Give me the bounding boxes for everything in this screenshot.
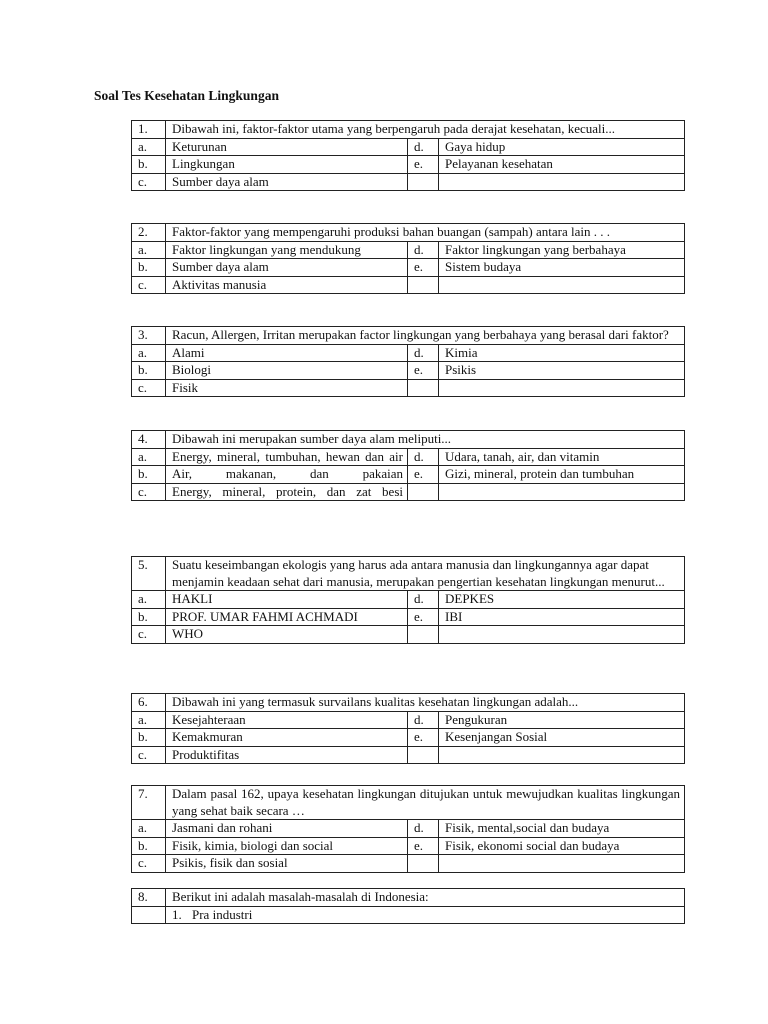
option-label: d.	[408, 138, 439, 156]
option-label: d.	[408, 711, 439, 729]
option-text: Faktor lingkungan yang berbahaya	[439, 241, 685, 259]
question-number: 4.	[132, 431, 166, 449]
question-number: 2.	[132, 224, 166, 242]
empty-cell	[439, 855, 685, 873]
option-text: Keturunan	[166, 138, 408, 156]
option-label: b.	[132, 837, 166, 855]
option-label: c.	[132, 746, 166, 764]
option-label: e.	[408, 466, 439, 484]
option-label: b.	[132, 729, 166, 747]
option-label: b.	[132, 259, 166, 277]
question-text: Dibawah ini yang termasuk survailans kualitas kesehatan lingkungan adalah...	[166, 694, 685, 712]
option-text: WHO	[166, 626, 408, 644]
option-label: a.	[132, 711, 166, 729]
option-label: c.	[132, 626, 166, 644]
option-label: e.	[408, 259, 439, 277]
option-label: d.	[408, 241, 439, 259]
question-text: Dalam pasal 162, upaya kesehatan lingkungan ditujukan untuk mewujudkan kualitas lingkungan yang sehat baik secara …	[166, 786, 685, 820]
option-text: Lingkungan	[166, 156, 408, 174]
sub-item-label: 1.	[172, 906, 182, 922]
option-label: d.	[408, 448, 439, 466]
question-number: 5.	[132, 557, 166, 591]
option-text: Sumber daya alam	[166, 259, 408, 277]
option-label: b.	[132, 466, 166, 484]
option-text: Produktifitas	[166, 746, 408, 764]
option-label: d.	[408, 344, 439, 362]
question-number: 8.	[132, 889, 166, 907]
option-text: Energy, mineral, protein, dan zat besi	[166, 483, 408, 501]
option-label: b.	[132, 362, 166, 380]
option-text: DEPKES	[439, 591, 685, 609]
option-text: Air, makanan, dan pakaian	[166, 466, 408, 484]
option-text: Psikis	[439, 362, 685, 380]
empty-cell	[408, 483, 439, 501]
empty-cell	[408, 173, 439, 191]
option-text: Gizi, mineral, protein dan tumbuhan	[439, 466, 685, 484]
question-text: Racun, Allergen, Irritan merupakan factor lingkungan yang berbahaya yang berasal dari faktor?	[166, 327, 685, 345]
option-text: Kemakmuran	[166, 729, 408, 747]
question-3-table	[131, 326, 685, 397]
option-label: e.	[408, 729, 439, 747]
empty-cell	[132, 906, 166, 924]
question-2-table	[131, 223, 685, 294]
question-text: Faktor-faktor yang mempengaruhi produksi bahan buangan (sampah) antara lain . . .	[166, 224, 685, 242]
option-text: Biologi	[166, 362, 408, 380]
option-text: Fisik, mental,social dan budaya	[439, 820, 685, 838]
question-8-table	[131, 888, 685, 924]
option-label: a.	[132, 820, 166, 838]
empty-cell	[408, 276, 439, 294]
option-label: e.	[408, 156, 439, 174]
option-text: Psikis, fisik dan sosial	[166, 855, 408, 873]
option-text: Kimia	[439, 344, 685, 362]
option-text: Alami	[166, 344, 408, 362]
option-label: c.	[132, 276, 166, 294]
question-number: 6.	[132, 694, 166, 712]
sub-item-text: Pra industri	[192, 906, 253, 922]
option-text: Kesenjangan Sosial	[439, 729, 685, 747]
option-label: e.	[408, 362, 439, 380]
question-text: Dibawah ini merupakan sumber daya alam meliputi...	[166, 431, 685, 449]
option-text: Jasmani dan rohani	[166, 820, 408, 838]
option-label: c.	[132, 855, 166, 873]
option-text: Pengukuran	[439, 711, 685, 729]
option-text: Aktivitas manusia	[166, 276, 408, 294]
empty-cell	[408, 746, 439, 764]
option-label: e.	[408, 608, 439, 626]
question-6-table	[131, 693, 685, 764]
question-text: Suatu keseimbangan ekologis yang harus ada antara manusia dan lingkungannya agar dapat menjamin keadaan sehat dari manusia, merupakan pengertian kesehatan lingkungan menurut...	[166, 557, 685, 591]
question-text: Berikut ini adalah masalah-masalah di Indonesia:	[166, 889, 685, 907]
option-text: Faktor lingkungan yang mendukung	[166, 241, 408, 259]
empty-cell	[439, 379, 685, 397]
question-7-table	[131, 785, 685, 873]
option-label: a.	[132, 241, 166, 259]
option-text: HAKLI	[166, 591, 408, 609]
option-text: Fisik, ekonomi social dan budaya	[439, 837, 685, 855]
option-text: PROF. UMAR FAHMI ACHMADI	[166, 608, 408, 626]
option-text: Pelayanan kesehatan	[439, 156, 685, 174]
empty-cell	[408, 626, 439, 644]
option-label: c.	[132, 483, 166, 501]
empty-cell	[408, 379, 439, 397]
question-number: 3.	[132, 327, 166, 345]
empty-cell	[439, 483, 685, 501]
option-label: c.	[132, 173, 166, 191]
option-text: Sumber daya alam	[166, 173, 408, 191]
option-label: a.	[132, 591, 166, 609]
option-text: Fisik, kimia, biologi dan social	[166, 837, 408, 855]
question-4-table	[131, 430, 685, 501]
option-text: Gaya hidup	[439, 138, 685, 156]
option-text: IBI	[439, 608, 685, 626]
option-label: d.	[408, 591, 439, 609]
sub-item	[166, 906, 685, 924]
question-number: 7.	[132, 786, 166, 820]
option-label: a.	[132, 448, 166, 466]
question-1-table	[131, 120, 685, 191]
option-label: a.	[132, 138, 166, 156]
option-label: b.	[132, 608, 166, 626]
page-title: Soal Tes Kesehatan Lingkungan	[94, 88, 279, 103]
option-text: Udara, tanah, air, dan vitamin	[439, 448, 685, 466]
question-text: Dibawah ini, faktor-faktor utama yang berpengaruh pada derajat kesehatan, kecuali...	[166, 121, 685, 139]
empty-cell	[439, 276, 685, 294]
empty-cell	[408, 855, 439, 873]
empty-cell	[439, 626, 685, 644]
option-text: Fisik	[166, 379, 408, 397]
option-text: Sistem budaya	[439, 259, 685, 277]
empty-cell	[439, 173, 685, 191]
option-text: Kesejahteraan	[166, 711, 408, 729]
option-label: c.	[132, 379, 166, 397]
option-label: a.	[132, 344, 166, 362]
empty-cell	[439, 746, 685, 764]
question-5-table	[131, 556, 685, 644]
option-text: Energy, mineral, tumbuhan, hewan dan air	[166, 448, 408, 466]
option-label: e.	[408, 837, 439, 855]
option-label: b.	[132, 156, 166, 174]
question-number: 1.	[132, 121, 166, 139]
option-label: d.	[408, 820, 439, 838]
